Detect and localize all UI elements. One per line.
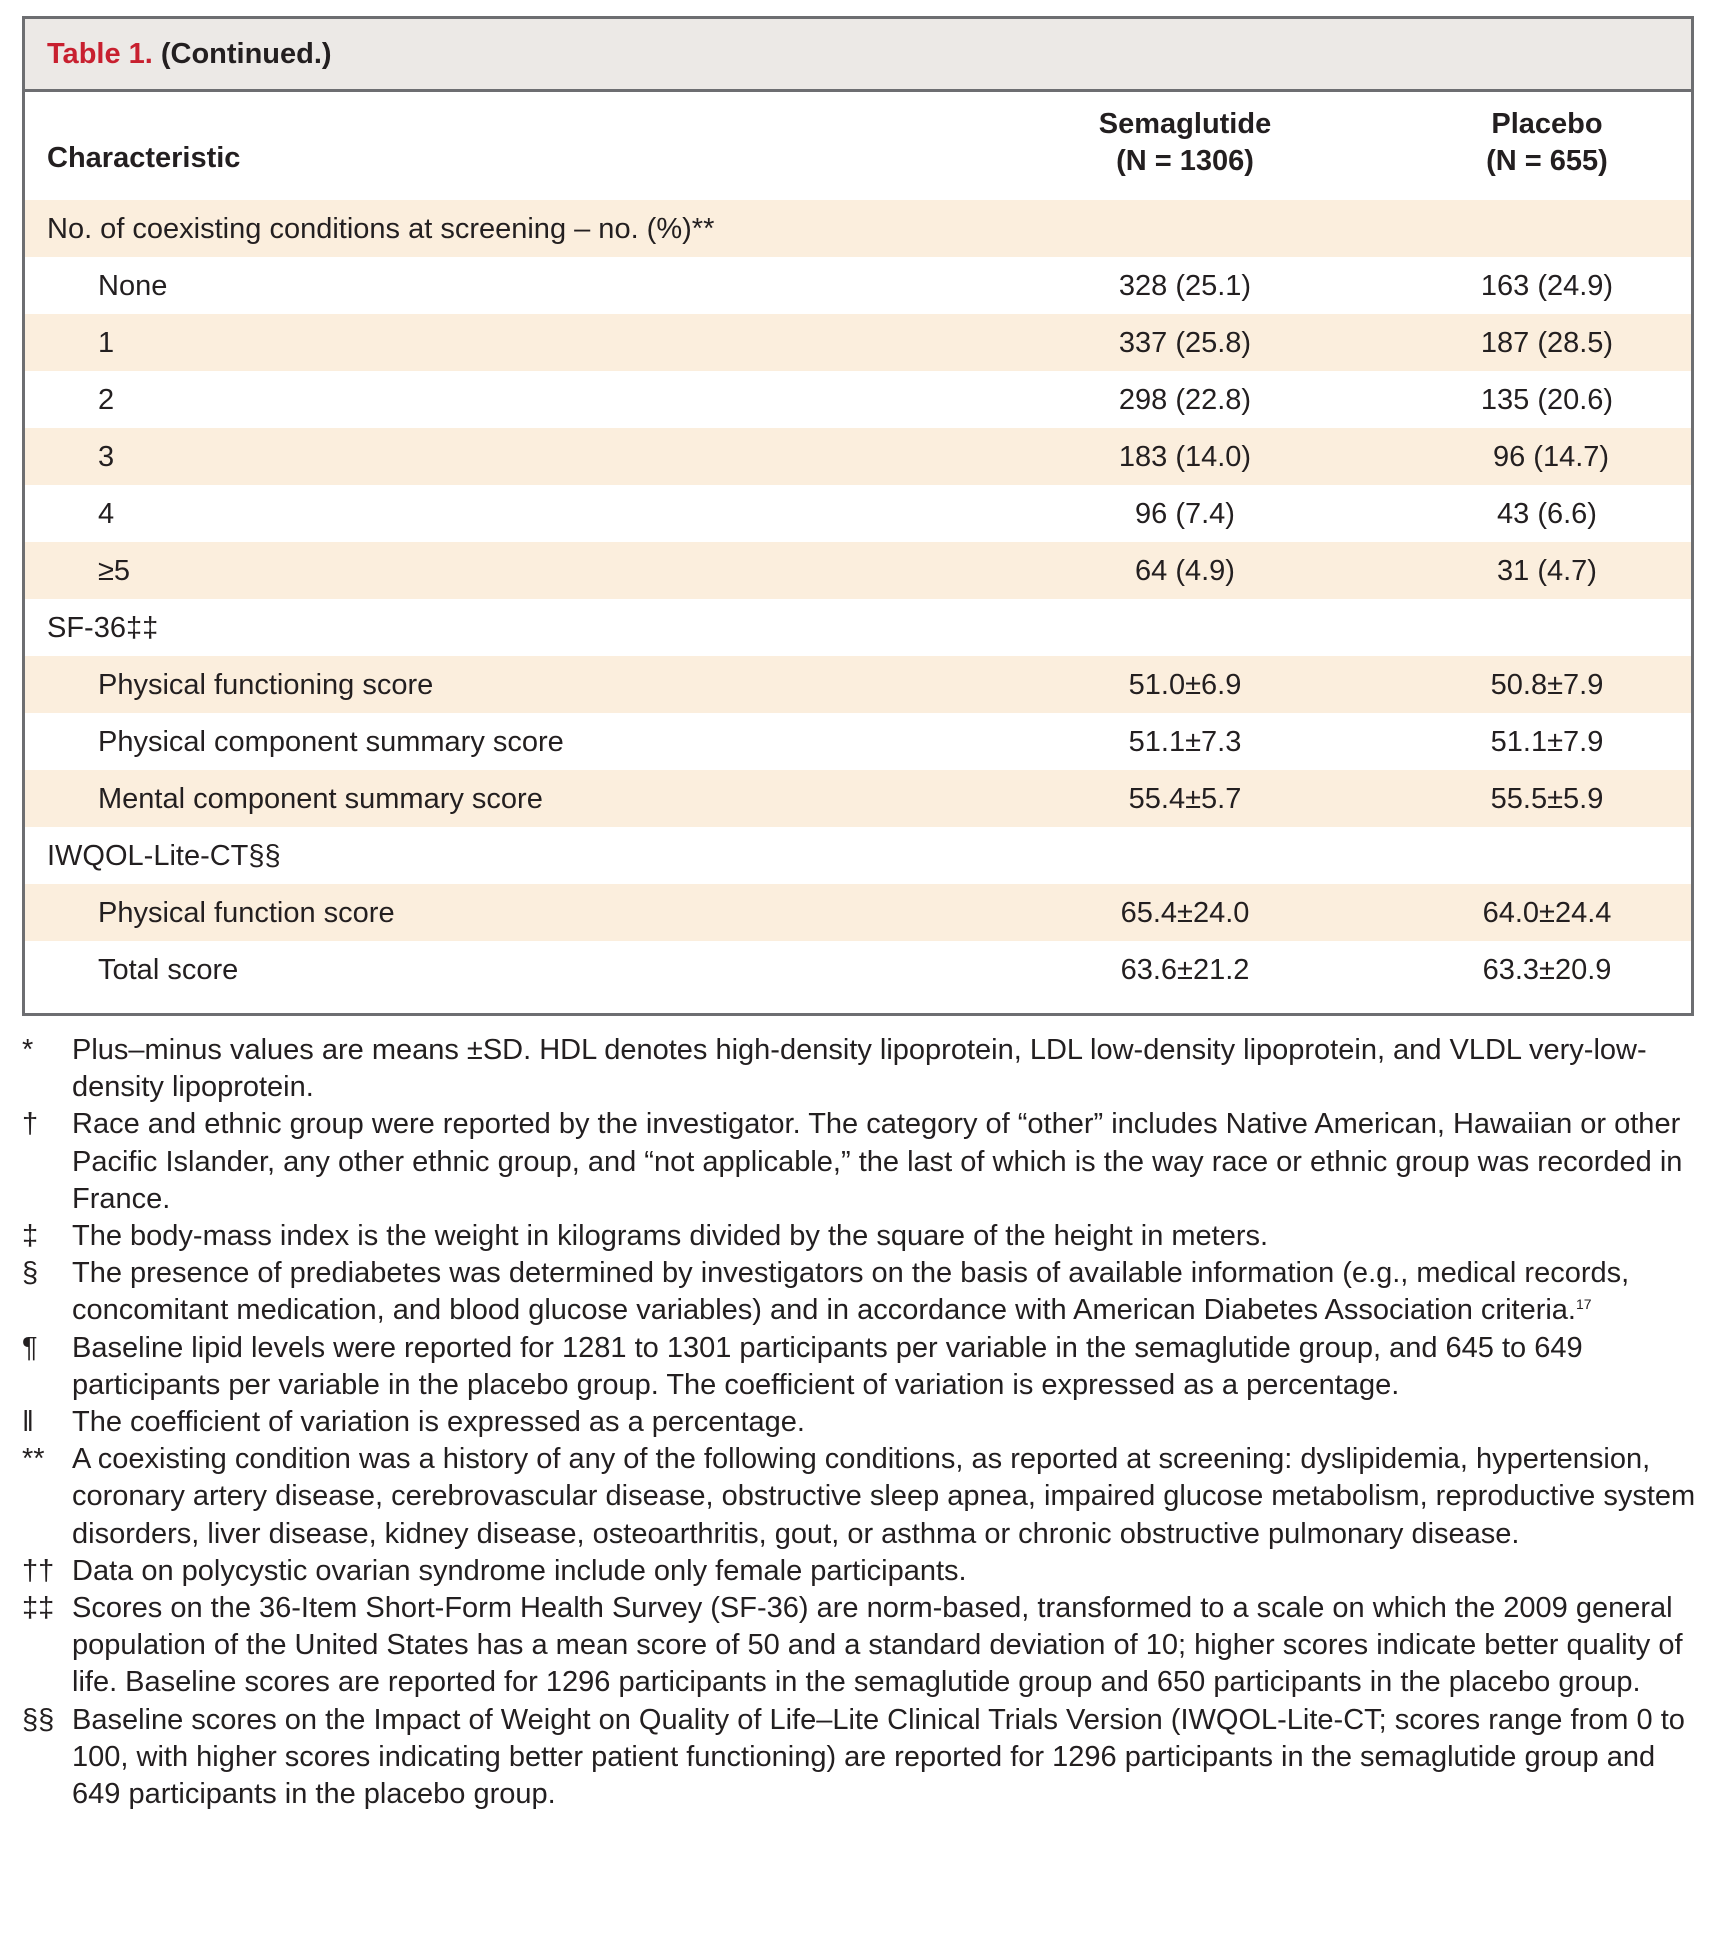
table-row (25, 713, 1691, 770)
row-label: ≥5 (98, 555, 131, 587)
row-label: Physical component summary score (98, 726, 564, 758)
row-label: 3 (98, 441, 115, 473)
footnote-text: A coexisting condition was a history of any of the following conditions, as reported at screening: dyslipidemia, hypertension, coronary artery disease, cerebrovascular disease, obstructive sleep apnea, impaired glucose metabolism, reproductive system disorders, liver disease, kidney disease, osteoarthritis, gout, or asthma or chronic obstructive pulmonary disease. (72, 1443, 1696, 1550)
footnote-text: The body-mass index is the weight in kilograms divided by the square of the height in meters. (72, 1220, 1269, 1253)
table-row (25, 656, 1691, 713)
table-row (25, 257, 1691, 314)
baseline-table (22, 16, 1694, 1016)
table-header-row (25, 92, 1691, 198)
footnote-symbol: ‡ (22, 1220, 39, 1253)
row-label: 1 (98, 327, 115, 359)
footnote-symbol: § (22, 1257, 39, 1290)
row-label: SF-36‡‡ (47, 612, 159, 644)
row-label: 2 (98, 384, 115, 416)
header-placebo-name: Placebo (1491, 108, 1603, 140)
footnote-symbol: †† (22, 1554, 55, 1587)
row-semaglutide-value: 63.6±21.2 (1120, 954, 1250, 986)
row-semaglutide-value: 337 (25.8) (1118, 327, 1252, 359)
row-label: 4 (98, 498, 115, 530)
table-title-suffix: (Continued.) (160, 37, 332, 70)
row-semaglutide-value: 51.1±7.3 (1128, 726, 1242, 758)
footnote-symbol: ‖ (22, 1406, 34, 1439)
table-row (25, 827, 1691, 884)
footnote-symbol: ¶ (22, 1331, 38, 1364)
row-semaglutide-value: 96 (7.4) (1135, 498, 1235, 530)
row-semaglutide-value: 298 (22.8) (1118, 384, 1252, 416)
table-row (25, 599, 1691, 656)
table-row (25, 371, 1691, 428)
footnote (22, 1032, 1702, 1106)
row-semaglutide-value: 183 (14.0) (1118, 441, 1252, 473)
footnote-symbol: † (22, 1108, 39, 1141)
row-semaglutide-value: 64 (4.9) (1135, 555, 1235, 587)
footnote (22, 1330, 1702, 1404)
row-placebo-value: 63.3±20.9 (1482, 954, 1612, 986)
row-label: Physical function score (98, 897, 395, 929)
footnote-text: Baseline scores on the Impact of Weight on Quality of Life–Lite Clinical Trials Version (IWQOL-Lite-CT; scores range from 0 to 100, with higher scores indicating better patient functioning) are reported for 1296 participants in the semaglutide group and 649 participants in the placebo group. (72, 1703, 1685, 1811)
row-semaglutide-value: 55.4±5.7 (1128, 783, 1242, 815)
footnote-symbol: ** (22, 1443, 45, 1476)
footnote-symbol: ‡‡ (22, 1592, 55, 1625)
table-footnotes (22, 1032, 1702, 1813)
footnote-reference: 17 (1575, 1296, 1592, 1313)
footnote (22, 1702, 1702, 1814)
table-row (25, 200, 1691, 257)
row-placebo-value: 163 (24.9) (1480, 270, 1614, 302)
row-label: No. of coexisting conditions at screening – no. (%)** (47, 213, 715, 245)
footnote-text: Race and ethnic group were reported by the investigator. The category of “other” includes Native American, Hawaiian or other Pacific Islander, any other ethnic group, and “not applicable,” the last of which is the way race or ethnic group was recorded in France. (72, 1108, 1683, 1215)
footnote-text: Baseline lipid levels were reported for 1281 to 1301 participants per variable in the semaglutide group, and 645 to 649 participants per variable in the placebo group. The coefficient of variation is expressed as a percentage. (72, 1331, 1583, 1401)
header-semaglutide-n: (N = 1306) (1116, 145, 1254, 177)
row-placebo-value: 64.0±24.4 (1482, 897, 1612, 929)
header-placebo (1397, 106, 1697, 180)
row-placebo-value: 51.1±7.9 (1490, 726, 1604, 758)
footnote (22, 1404, 1702, 1441)
footnote-symbol: §§ (22, 1703, 55, 1736)
table-row (25, 428, 1691, 485)
footnote-text: The presence of prediabetes was determined by investigators on the basis of available information (e.g., medical records, concomitant medication, and blood glucose variables) and in accordance with American Diabetes Association criteria. (72, 1257, 1630, 1327)
header-semaglutide (1035, 106, 1335, 180)
header-characteristic: Characteristic (47, 142, 241, 174)
footnote-text-wrap (72, 1255, 1702, 1329)
footnote-text: Plus–minus values are means ±SD. HDL denotes high-density lipoprotein, LDL low-density lipoprotein, and VLDL very-low-density lipoprotein. (72, 1034, 1647, 1104)
row-placebo-value: 135 (20.6) (1480, 384, 1614, 416)
row-placebo-value: 55.5±5.9 (1490, 783, 1604, 815)
header-placebo-n: (N = 655) (1486, 145, 1608, 177)
row-semaglutide-value: 51.0±6.9 (1128, 669, 1242, 701)
table-row (25, 485, 1691, 542)
footnote (22, 1553, 1702, 1590)
table-title-label: Table 1. (47, 37, 153, 70)
table-row (25, 884, 1691, 941)
row-semaglutide-value: 65.4±24.0 (1120, 897, 1250, 929)
footnote-text: Data on polycystic ovarian syndrome include only female participants. (72, 1554, 967, 1587)
row-placebo-value: 43 (6.6) (1497, 498, 1597, 530)
row-label: Total score (98, 954, 239, 986)
row-label: None (98, 270, 168, 302)
row-placebo-value: 96 (14.7) (1484, 441, 1610, 473)
row-label: Physical functioning score (98, 669, 434, 701)
footnote-symbol: * (22, 1034, 34, 1066)
row-label: IWQOL-Lite-CT§§ (47, 840, 281, 872)
table-body (25, 200, 1691, 998)
footnote (22, 1218, 1702, 1255)
footnote (22, 1441, 1702, 1553)
row-semaglutide-value: 328 (25.1) (1118, 270, 1252, 302)
row-placebo-value: 50.8±7.9 (1490, 669, 1604, 701)
table-row (25, 314, 1691, 371)
footnote (22, 1106, 1702, 1218)
table-row (25, 941, 1691, 998)
row-label: Mental component summary score (98, 783, 543, 815)
footnote (22, 1255, 1702, 1329)
row-placebo-value: 187 (28.5) (1480, 327, 1614, 359)
row-placebo-value: 31 (4.7) (1497, 555, 1597, 587)
footnote-text: Scores on the 36-Item Short-Form Health Survey (SF-36) are norm-based, transformed to a scale on which the 2009 general population of the United States has a mean score of 50 and a standard deviation of 10; higher scores indicate better quality of life. Baseline scores are reported for 1296 participants in the semaglutide group and 650 participants in the placebo group. (72, 1592, 1683, 1699)
table-row (25, 770, 1691, 827)
table-title-bar (25, 19, 1691, 92)
footnote (22, 1590, 1702, 1702)
footnote-text: The coefficient of variation is expressed as a percentage. (72, 1406, 805, 1439)
table-row (25, 542, 1691, 599)
header-semaglutide-name: Semaglutide (1098, 108, 1272, 140)
